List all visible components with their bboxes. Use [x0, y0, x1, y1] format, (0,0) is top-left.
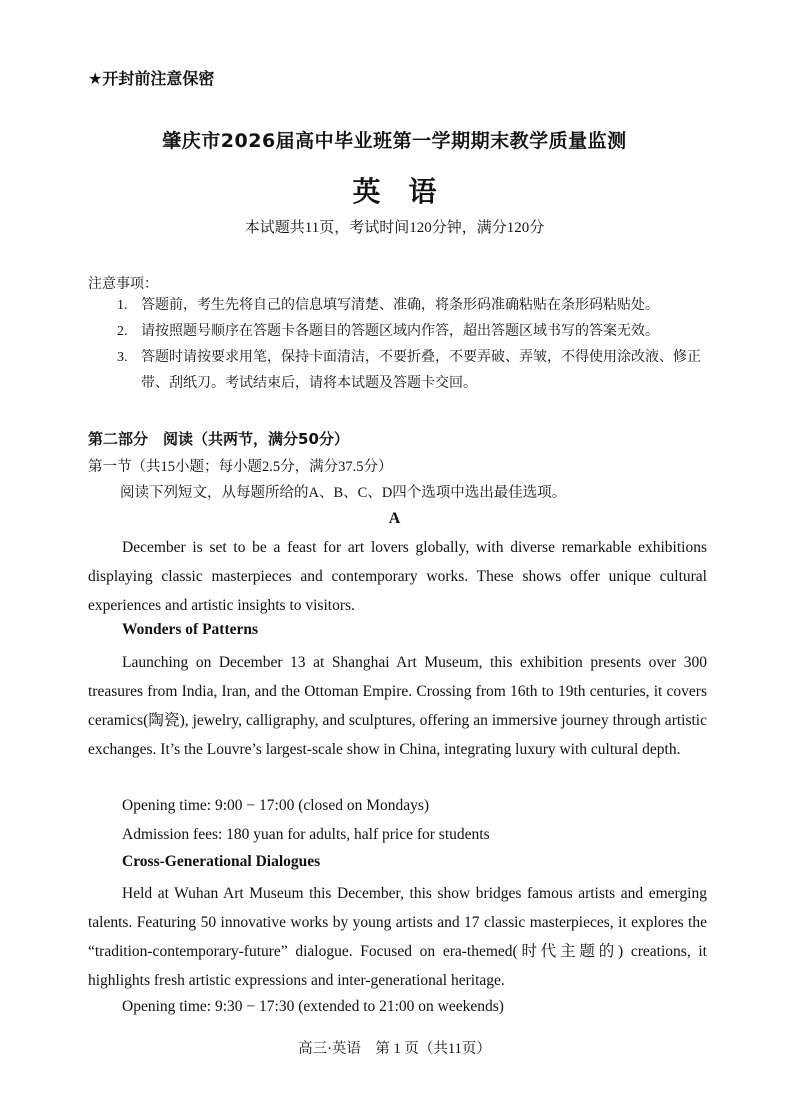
confidential-notice: ★开封前注意保密	[88, 69, 215, 88]
note-item	[117, 345, 717, 397]
section-heading: 第一节（共15小题；每小题2.5分，满分37.5分）	[88, 459, 393, 475]
opening-time: Opening time: 9:30 − 17:30 (extended to 21:00 on weekends)	[122, 998, 504, 1015]
part-heading: 第二部分 阅读（共两节，满分50分）	[88, 430, 349, 448]
exhibit-title: Wonders of Patterns	[122, 621, 259, 638]
note-number: 1.	[117, 298, 128, 313]
opening-time: Opening time: 9:00 − 17:00 (closed on Mondays)	[122, 797, 430, 814]
note-text: 答题时请按要求用笔，保持卡面清洁，不要折叠，不要弄破、弄皱，不得使用涂改液、修正带、刮纸刀。考试结束后，请将本试题及答题卡交回。	[141, 350, 701, 391]
passage-label: A	[388, 510, 401, 527]
note-text: 答题前，考生先将自己的信息填写清楚、准确，将条形码准确粘贴在条形码粘贴处。	[141, 298, 659, 313]
instruction: 阅读下列短文，从每题所给的A、B、C、D四个选项中选出最佳选项。	[120, 485, 567, 501]
exam-info: 本试题共11页，考试时间120分钟，满分120分	[244, 220, 545, 236]
passage-intro: December is set to be a feast for art lovers globally, with diverse remarkable exhibitions displaying classic masterpieces and contemporary works. These shows offer unique cultural experiences and artistic insights to visitors.	[88, 539, 707, 614]
subject-title: 英语	[352, 177, 465, 208]
exhibit-body: Held at Wuhan Art Museum this December, this show bridges famous artists and emerging talents. Featuring 50 innovative works by young artists and 17 classic masterpieces, it explores the “tradition-contemporary-future” dialogue. Focused on era-themed(时代主题的) creations, it highlights fresh artistic expressions and inter-generational heritage.	[88, 885, 707, 989]
exam-title: 肇庆市2026届高中毕业班第一学期期末教学质量监测	[162, 130, 627, 152]
notes-heading: 注意事项：	[88, 277, 158, 292]
note-number: 3.	[117, 350, 128, 365]
note-number: 2.	[117, 324, 128, 339]
exhibit-title: Cross-Generational Dialogues	[122, 853, 321, 870]
note-text: 请按照题号顺序在答题卡各题目的答题区域内作答，超出答题区域书写的答案无效。	[141, 324, 659, 339]
admission-fees: Admission fees: 180 yuan for adults, half price for students	[122, 826, 490, 843]
exhibit-body: Launching on December 13 at Shanghai Art Museum, this exhibition presents over 300 treasures from India, Iran, and the Ottoman Empire. Crossing from 16th to 19th centuries, it covers ceramics(陶瓷), jewelry, calligraphy, and sculptures, offering an immersive journey through artistic exchanges. It’s the Louvre’s largest-scale show in China, integrating luxury with cultural depth.	[88, 654, 707, 758]
page-footer: 高三·英语 第 1 页（共11页）	[298, 1041, 491, 1057]
note-item	[117, 319, 717, 345]
note-item	[117, 293, 717, 319]
